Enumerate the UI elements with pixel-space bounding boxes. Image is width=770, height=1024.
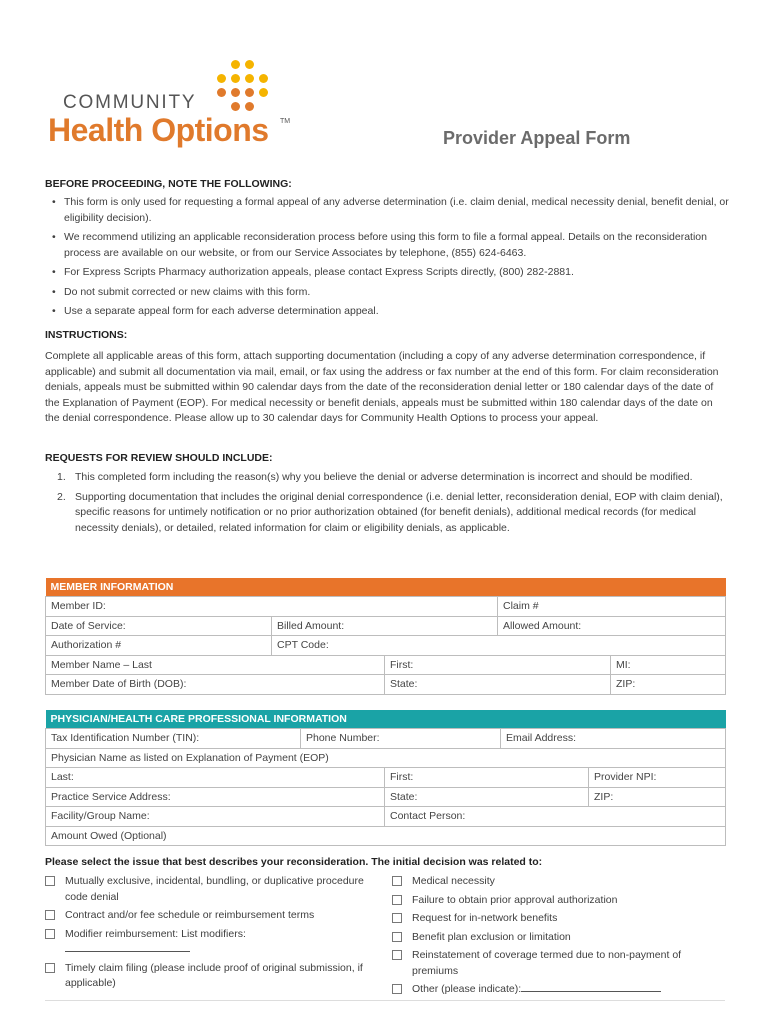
before-bullets: [50, 195, 730, 324]
physician-last-field[interactable]: Last:: [46, 768, 385, 787]
authorization-field[interactable]: Authorization #: [46, 636, 272, 656]
option-label: Reinstatement of coverage termed due to non-payment of premiums: [412, 949, 682, 977]
amount-owed-field[interactable]: Amount Owed (Optional): [46, 826, 726, 846]
checkbox[interactable]: [392, 932, 402, 942]
divider: [45, 1000, 725, 1001]
issue-option: [392, 930, 727, 946]
issue-options-left: [45, 874, 380, 995]
option-label: Timely claim filing (please include proof of original submission, if applicable): [65, 961, 363, 989]
list-item: • This form is only used for requesting a formal appeal of any adverse determination (i.e. claim denial, medical necessity denial, benefit denial, or eligibility decision).: [50, 195, 730, 226]
cpt-code-field[interactable]: CPT Code:: [272, 636, 726, 656]
provider-npi-field[interactable]: Provider NPI:: [589, 768, 726, 787]
requests-heading: REQUESTS FOR REVIEW SHOULD INCLUDE:: [45, 452, 273, 464]
issue-option: [45, 908, 380, 924]
list-item: • Use a separate appeal form for each adverse determination appeal.: [50, 304, 730, 320]
option-label: Failure to obtain prior approval authorization: [412, 893, 618, 906]
physician-first-field[interactable]: First:: [385, 768, 589, 787]
issue-option: [392, 911, 727, 927]
checkbox[interactable]: [45, 876, 55, 886]
issue-option: [392, 893, 727, 909]
logo-dot: [259, 88, 268, 97]
issue-question: Please select the issue that best describes your reconsideration. The initial decision was related to:: [45, 856, 543, 868]
list-item: • For Express Scripts Pharmacy authorization appeals, please contact Express Scripts directly, (800) 282-2881.: [50, 265, 730, 281]
logo-dot: [231, 102, 240, 111]
facility-name-field[interactable]: Facility/Group Name:: [46, 807, 385, 827]
member-state-field[interactable]: State:: [385, 675, 611, 695]
requests-list: [55, 470, 723, 540]
checkbox[interactable]: [392, 876, 402, 886]
logo-dot: [217, 74, 226, 83]
issue-option: [45, 927, 255, 958]
list-number: 2.: [57, 490, 66, 503]
member-zip-field[interactable]: ZIP:: [611, 675, 726, 695]
option-label: Contract and/or fee schedule or reimbursement terms: [65, 909, 315, 921]
logo-dot: [245, 102, 254, 111]
instructions-text: Complete all applicable areas of this form, attach supporting documentation (including a copy of any adverse determination correspondence, if applicable) and submit all documentation via mail, email, or fax using the address or fax number at the end of this form. For claim reconsideration denials, appeals must be submitted within 90 calendar days from the date of the reconsideration denial letter or 180 calendar days of the date of the Explanation of Payment (EOP). For medical necessity or benefit denials, appeals must be submitted within 180 calendar days of the date on the denial correspondence. Please allow up to 30 calendar days for Community Health Options to process your appeal.: [45, 350, 719, 424]
logo-dot: [259, 74, 268, 83]
logo-health-options: Health Options: [48, 112, 269, 148]
checkbox[interactable]: [45, 963, 55, 973]
member-last-name-field[interactable]: Member Name – Last: [46, 655, 385, 675]
instructions-heading: INSTRUCTIONS:: [45, 329, 128, 341]
logo-dot: [231, 88, 240, 97]
before-heading: BEFORE PROCEEDING, NOTE THE FOLLOWING:: [45, 178, 292, 190]
issue-option: [392, 874, 727, 890]
member-mi-field[interactable]: MI:: [611, 655, 726, 675]
modifiers-input-line[interactable]: [65, 942, 190, 952]
option-label: Request for in-network benefits: [412, 912, 558, 924]
table-row: [46, 768, 726, 787]
checkbox[interactable]: [392, 913, 402, 923]
physician-info-table: [45, 710, 726, 768]
contact-person-field[interactable]: Contact Person:: [385, 807, 726, 827]
other-input-line[interactable]: [521, 982, 661, 992]
checkbox[interactable]: [392, 895, 402, 905]
logo-dot: [245, 74, 254, 83]
physician-name-eop-label: Physician Name as listed on Explanation of Payment (EOP): [46, 748, 726, 768]
physician-state-field[interactable]: State:: [385, 787, 589, 807]
list-item: • Do not submit corrected or new claims with this form.: [50, 285, 730, 301]
physician-info-table-2: [45, 768, 726, 846]
member-header-row: [46, 578, 726, 597]
table-row: [46, 616, 726, 636]
checkbox[interactable]: [392, 950, 402, 960]
issue-option: [392, 948, 727, 979]
logo-community: COMMUNITY: [63, 92, 197, 113]
option-label: Medical necessity: [412, 875, 495, 887]
table-row: [46, 675, 726, 695]
phone-field[interactable]: Phone Number:: [301, 729, 501, 749]
logo-dot: [245, 88, 254, 97]
email-field[interactable]: Email Address:: [501, 729, 726, 749]
logo-dot: [231, 74, 240, 83]
issue-options-right: [392, 874, 727, 1001]
list-item: [55, 490, 723, 537]
logo-dot: [231, 60, 240, 69]
option-label: Benefit plan exclusion or limitation: [412, 930, 571, 943]
issue-option: [392, 982, 727, 998]
page-title: Provider Appeal Form: [443, 128, 631, 148]
member-info-table: [45, 578, 726, 695]
physician-zip-field[interactable]: ZIP:: [589, 787, 726, 807]
list-number: 1.: [57, 471, 66, 483]
allowed-amount-field[interactable]: Allowed Amount:: [498, 616, 726, 636]
table-row: [46, 787, 726, 807]
physician-info-header: PHYSICIAN/HEALTH CARE PROFESSIONAL INFORMATION: [46, 710, 726, 729]
checkbox[interactable]: [45, 910, 55, 920]
table-row: [46, 655, 726, 675]
checkbox[interactable]: [45, 929, 55, 939]
table-row: [46, 636, 726, 656]
tin-field[interactable]: Tax Identification Number (TIN):: [46, 729, 301, 749]
member-id-field[interactable]: Member ID:: [46, 597, 498, 617]
table-row: [46, 748, 726, 768]
option-label: Modifier reimbursement: List modifiers:: [65, 927, 246, 940]
claim-number-field[interactable]: Claim #: [498, 597, 726, 617]
list-item: • We recommend utilizing an applicable reconsideration process before using this form to file a formal appeal. Details on the reconsideration process are available on our website, or from our Service Associates by telephone, (855) 624-6463.: [50, 230, 730, 261]
table-row: [46, 826, 726, 846]
table-row: [46, 807, 726, 827]
table-row: [46, 729, 726, 749]
physician-header-row: [46, 710, 726, 729]
list-text: Supporting documentation that includes the original denial correspondence (i.e. denial letter, reconsideration denial, EOP with claim denial), specific reasons for untimely notification or no prior authorization obtained (for benefit denials), additional medical records (for medical necessity denials), or detailed, related information for claim or eligibility denials, as applicable.: [75, 490, 723, 534]
date-of-service-field[interactable]: Date of Service:: [46, 616, 272, 636]
issue-option: [45, 874, 380, 905]
table-row: [46, 597, 726, 617]
logo-dot: [217, 88, 226, 97]
logo-dot: [245, 60, 254, 69]
member-first-name-field[interactable]: First:: [385, 655, 611, 675]
member-dob-field[interactable]: Member Date of Birth (DOB):: [46, 675, 385, 695]
issue-option: [45, 961, 380, 992]
logo-trademark: TM: [280, 118, 291, 125]
option-label: Mutually exclusive, incidental, bundling, or duplicative procedure code denial: [65, 875, 364, 903]
company-logo: [48, 58, 308, 158]
list-item: [55, 470, 723, 486]
list-text: This completed form including the reason(s) why you believe the denial or adverse determination is incorrect and should be modified.: [75, 471, 693, 483]
checkbox[interactable]: [392, 984, 402, 994]
member-info-header: MEMBER INFORMATION: [46, 578, 726, 597]
practice-address-field[interactable]: Practice Service Address:: [46, 787, 385, 807]
billed-amount-field[interactable]: Billed Amount:: [272, 616, 498, 636]
option-label: Other (please indicate):: [412, 983, 522, 995]
